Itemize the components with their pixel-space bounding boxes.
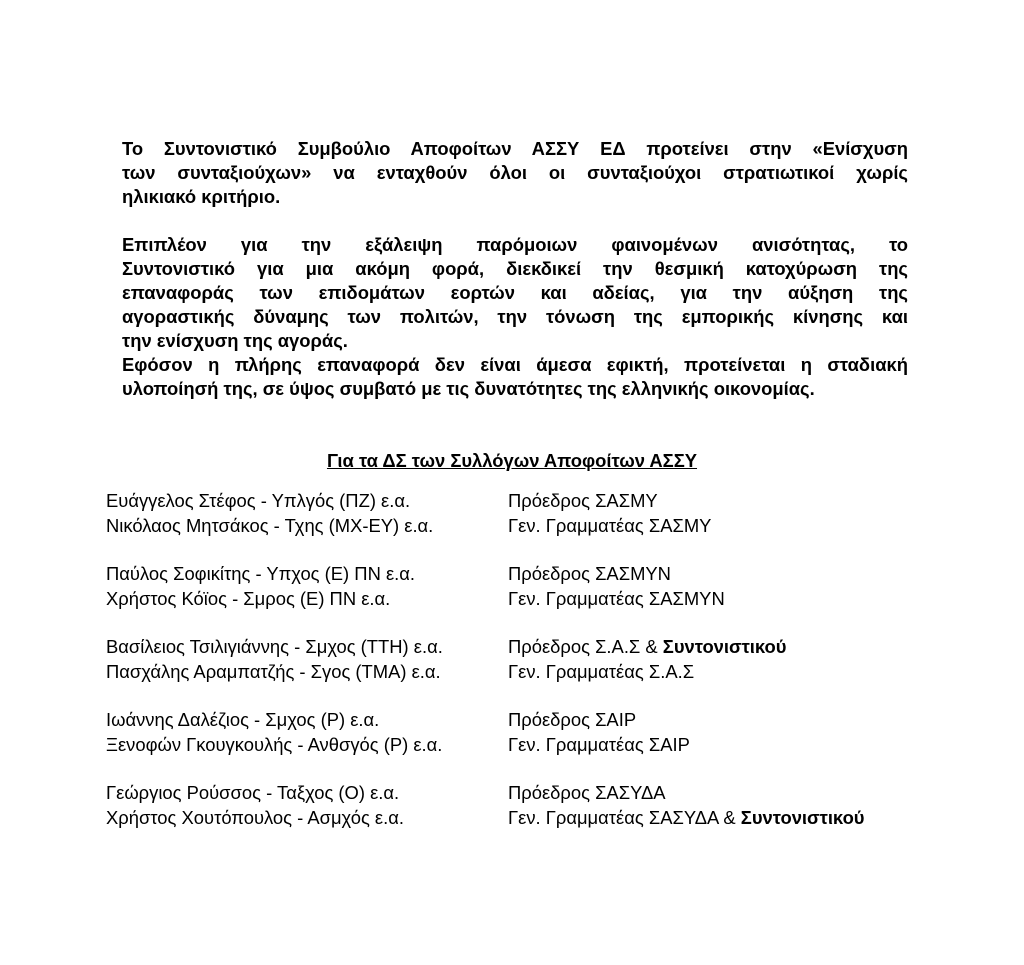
signature-group-sasmy: [0, 489, 1024, 538]
signatory-role: Πρόεδρος Σ.Α.Σ & Συντονιστικού: [508, 636, 787, 657]
signature-group-sair: [0, 708, 1024, 757]
text-line: την ενίσχυση της αγοράς.: [122, 330, 348, 351]
signatory-name: Χρήστος Χουτόπουλος - Ασμχός ε.α.: [106, 806, 404, 828]
signatory-role: Γεν. Γραμματέας ΣΑΣΜΥ: [508, 514, 712, 536]
text-line: Επιπλέον για την εξάλειψη παρόμοιων φαινομένων ανισότητας, το: [122, 234, 908, 255]
signatory-role: Γεν. Γραμματέας ΣΑΣΜΥΝ: [508, 587, 725, 609]
signature-group-sasyda: [0, 781, 1024, 830]
signatory-name: Χρήστος Κόϊος - Σμρος (Ε) ΠΝ ε.α.: [106, 587, 391, 609]
signatory-name: Παύλος Σοφικίτης - Υπχος (Ε) ΠΝ ε.α.: [106, 563, 416, 584]
text-line: επαναφοράς των επιδομάτων εορτών και αδείας, για την αύξηση της: [122, 282, 908, 303]
signatory-name: Ξενοφών Γκουγκουλής - Ανθσγός (Ρ) ε.α.: [106, 733, 443, 755]
signature-row: [0, 489, 1024, 514]
signatory-name: Νικόλαος Μητσάκος - Τχης (ΜΧ-ΕΥ) ε.α.: [106, 514, 434, 536]
text-line: των συνταξιούχων» να ενταχθούν όλοι οι συνταξιούχοι στρατιωτικοί χωρίς: [122, 162, 908, 183]
text-line: Το Συντονιστικό Συμβούλιο Αποφοίτων ΑΣΣΥ ΕΔ προτείνει στην «Ενίσχυση: [122, 138, 908, 159]
signatory-role: Πρόεδρος ΣΑΣΜΥ: [508, 490, 658, 511]
paragraph-demands: [122, 233, 908, 353]
signatory-name: Ιωάννης Δαλέζιος - Σμχος (Ρ) ε.α.: [106, 709, 380, 730]
signature-row: [0, 635, 1024, 660]
signature-row: [0, 806, 1024, 831]
signatory-role: Πρόεδρος ΣΑΣΜΥΝ: [508, 563, 671, 584]
signatory-name: Πασχάλης Αραμπατζής - Σγος (ΤΜΑ) ε.α.: [106, 660, 441, 682]
text-line: αγοραστικής δύναμης των πολιτών, την τόνωση της εμπορικής κίνησης και: [122, 306, 908, 327]
text-line: υλοποίησή της, σε ύψος συμβατό με τις δυνατότητες της ελληνικής οικονομίας.: [122, 378, 815, 399]
paragraph-proposal: [122, 137, 908, 209]
signature-group-sas: [0, 635, 1024, 684]
signatory-role: Πρόεδρος ΣΑΣΥΔΑ: [508, 782, 666, 803]
signatory-role: Γεν. Γραμματέας Σ.Α.Σ: [508, 660, 695, 682]
paragraph-gradual-implementation: [122, 353, 908, 401]
signature-row: [0, 781, 1024, 806]
signatory-name: Βασίλειος Τσιλιγιάννης - Σμχος (ΤΤΗ) ε.α.: [106, 636, 443, 657]
signature-row: [0, 562, 1024, 587]
signatory-role: Γεν. Γραμματέας ΣΑΣΥΔΑ & Συντονιστικού: [508, 806, 865, 828]
text-line: ηλικιακό κριτήριο.: [122, 186, 281, 207]
signature-row: [0, 708, 1024, 733]
signatures-heading: Για τα ΔΣ των Συλλόγων Αποφοίτων ΑΣΣΥ: [326, 450, 698, 471]
signatory-role: Πρόεδρος ΣΑΙΡ: [508, 709, 637, 730]
signature-row: [0, 733, 1024, 758]
signatory-name: Γεώργιος Ρούσσος - Ταξχος (Ο) ε.α.: [106, 782, 400, 803]
text-line: Εφόσον η πλήρης επαναφορά δεν είναι άμεσα εφικτή, προτείνεται η σταδιακή: [122, 354, 908, 375]
signature-row: [0, 587, 1024, 612]
text-line: Συντονιστικό για μια ακόμη φορά, διεκδικεί την θεσμική κατοχύρωση της: [122, 258, 908, 279]
signature-group-sasmyn: [0, 562, 1024, 611]
signatory-role: Γεν. Γραμματέας ΣΑΙΡ: [508, 733, 690, 755]
signatory-name: Ευάγγελος Στέφος - Υπλγός (ΠΖ) ε.α.: [106, 490, 411, 511]
signature-row: [0, 514, 1024, 539]
signature-row: [0, 660, 1024, 685]
